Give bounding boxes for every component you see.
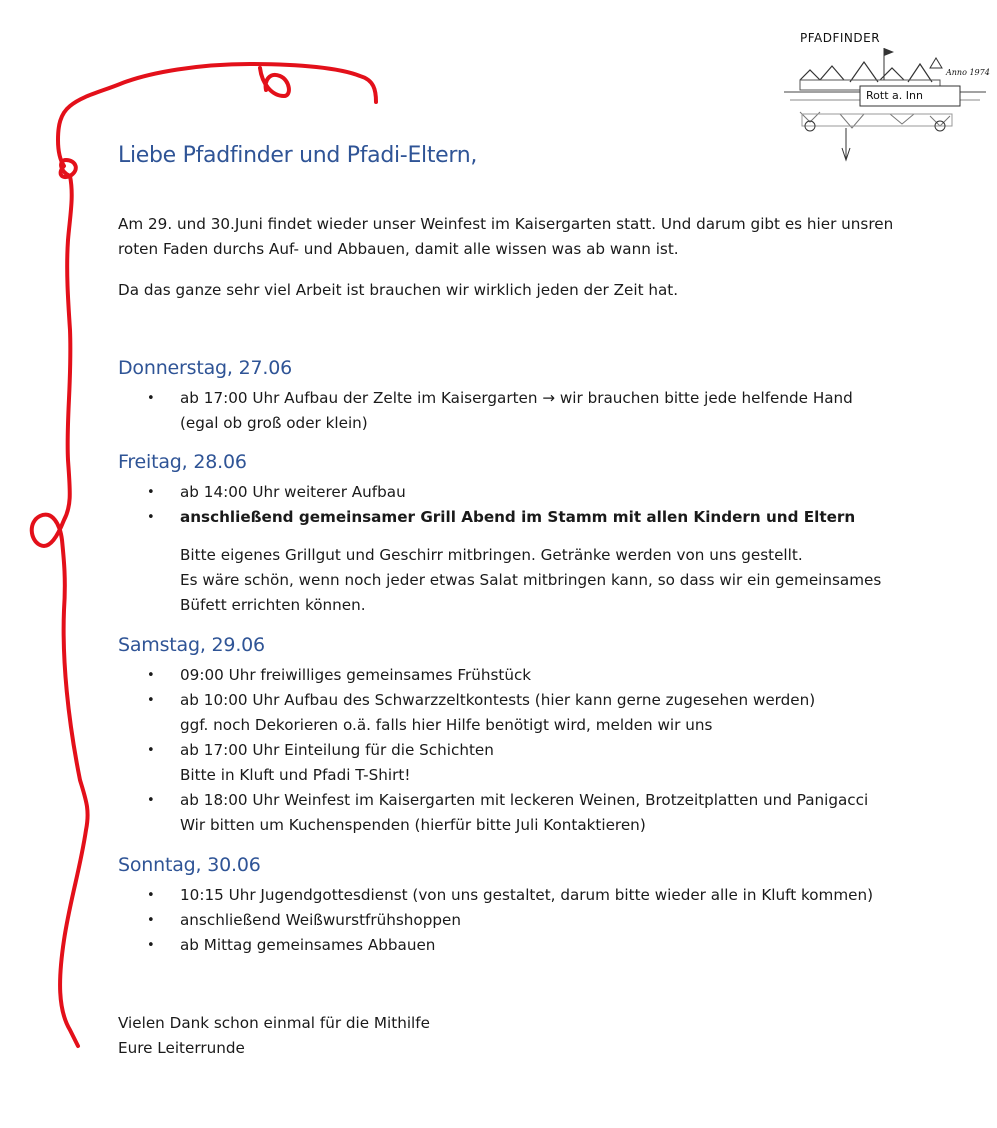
- bullet-icon: •: [147, 391, 155, 406]
- list-item: [118, 908, 918, 933]
- friday-list: [118, 480, 918, 530]
- note-line: Büfett errichten können.: [180, 596, 366, 614]
- note-line: Bitte eigenes Grillgut und Geschirr mitbringen. Getränke werden von uns gestellt.: [180, 546, 803, 564]
- signature: Eure Leiterrunde: [118, 1039, 245, 1057]
- list-item: [118, 480, 918, 505]
- item-line: anschließend Weißwurstfrühshoppen: [180, 911, 461, 929]
- bullet-icon: •: [147, 485, 155, 500]
- saturday-list: [118, 663, 918, 838]
- bullet-icon: •: [147, 913, 155, 928]
- intro-line: roten Faden durchs Auf- und Abbauen, damit alle wissen was ab wann ist.: [118, 240, 679, 258]
- bullet-icon: •: [147, 793, 155, 808]
- note-line: Es wäre schön, wenn noch jeder etwas Salat mitbringen kann, so dass wir ein gemeinsames: [180, 571, 882, 589]
- item-line: (egal ob groß oder klein): [180, 414, 368, 432]
- list-item: [118, 505, 918, 530]
- item-line: Wir bitten um Kuchenspenden (hierfür bitte Juli Kontaktieren): [180, 816, 646, 834]
- scout-logo: [780, 28, 990, 170]
- item-line: 09:00 Uhr freiwilliges gemeinsames Frühstück: [180, 666, 532, 684]
- bullet-icon: •: [147, 888, 155, 903]
- item-line-bold: anschließend gemeinsamer Grill Abend im Stamm mit allen Kindern und Eltern: [180, 508, 856, 526]
- item-line: ab 17:00 Uhr Einteilung für die Schichten: [180, 741, 494, 759]
- day-heading-sunday: Sonntag, 30.06: [118, 854, 261, 876]
- day-heading-thursday: Donnerstag, 27.06: [118, 357, 292, 379]
- bullet-icon: •: [147, 668, 155, 683]
- bullet-icon: •: [147, 938, 155, 953]
- greeting-heading: Liebe Pfadfinder und Pfadi-Eltern,: [118, 143, 478, 168]
- day-heading-saturday: Samstag, 29.06: [118, 634, 265, 656]
- item-line: ab 10:00 Uhr Aufbau des Schwarzzeltkontests (hier kann gerne zugesehen werden): [180, 691, 816, 709]
- item-line: Bitte in Kluft und Pfadi T-Shirt!: [180, 766, 411, 784]
- bullet-icon: •: [147, 693, 155, 708]
- logo-place: Rott a. Inn: [866, 89, 923, 102]
- intro-line: Am 29. und 30.Juni findet wieder unser Weinfest im Kaisergarten statt. Und darum gibt es hier unsren: [118, 215, 894, 233]
- logo-title: PFADFINDER: [800, 31, 881, 45]
- list-item: [118, 883, 918, 908]
- list-item: [118, 738, 918, 788]
- list-item: [118, 688, 918, 738]
- logo-year: Anno 1974: [946, 68, 990, 77]
- closing: [118, 1011, 918, 1061]
- intro-paragraph: [118, 212, 918, 262]
- list-item: [118, 663, 918, 688]
- item-line: ggf. noch Dekorieren o.ä. falls hier Hilfe benötigt wird, melden wir uns: [180, 716, 713, 734]
- intro-note: Da das ganze sehr viel Arbeit ist brauchen wir wirklich jeden der Zeit hat.: [118, 281, 679, 299]
- thursday-list: [118, 386, 918, 436]
- item-line: ab 18:00 Uhr Weinfest im Kaisergarten mit leckeren Weinen, Brotzeitplatten und Panigacci: [180, 791, 869, 809]
- day-heading-friday: Freitag, 28.06: [118, 451, 247, 473]
- friday-note: [180, 543, 940, 618]
- list-item: [118, 386, 918, 436]
- list-item: [118, 933, 918, 958]
- list-item: [118, 788, 918, 838]
- bullet-icon: •: [147, 743, 155, 758]
- bullet-icon: •: [147, 510, 155, 525]
- item-line: ab 14:00 Uhr weiterer Aufbau: [180, 483, 406, 501]
- item-line: ab 17:00 Uhr Aufbau der Zelte im Kaisergarten → wir brauchen bitte jede helfende Hand: [180, 389, 853, 407]
- item-line: ab Mittag gemeinsames Abbauen: [180, 936, 436, 954]
- item-line: 10:15 Uhr Jugendgottesdienst (von uns gestaltet, darum bitte wieder alle in Kluft kommen): [180, 886, 874, 904]
- sunday-list: [118, 883, 918, 958]
- closing-line: Vielen Dank schon einmal für die Mithilfe: [118, 1014, 430, 1032]
